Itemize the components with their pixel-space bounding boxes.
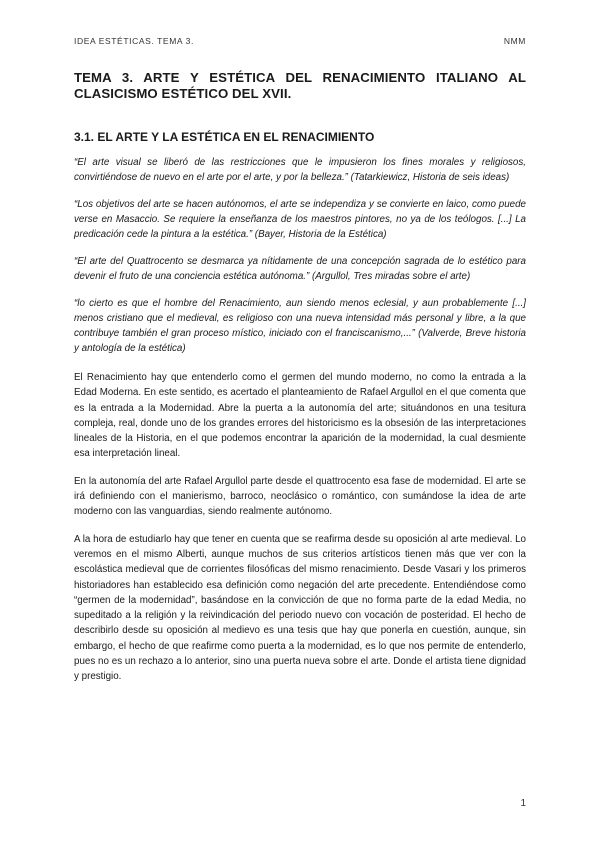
quote-valverde: “lo cierto es que el hombre del Renacimiento, aun siendo menos eclesial, y aun probablemente [...] menos cristiano que el medieval, es religioso con una nueva intensidad más personal y libre, a la que contribuye también el gran proceso místico, iniciado con el franciscanismo,...” (Valverde, Breve historia y antología de la estética)	[74, 298, 526, 354]
body-paragraph: En la autonomía del arte Rafael Argullol parte desde el quattrocento esa fase de modernidad. El arte se irá definiendo con el manierismo, barroco, neoclásico o romántico, con sumándose la idea de arte moderno con las vanguardias, siendo realmente autónomo.	[74, 475, 526, 518]
page-number: 1	[520, 798, 526, 809]
quote-tatarkiewicz: “El arte visual se liberó de las restricciones que le impusieron los fines morales y religiosos, convirtiéndose de nuevo en el arte por el arte, y por la belleza.” (Tatarkiewicz, Historia de seis ideas)	[74, 157, 526, 183]
header-course-title: IDEA ESTÉTICAS. TEMA 3.	[74, 36, 194, 46]
header-author-initials: NMM	[503, 36, 526, 46]
running-header	[74, 36, 526, 46]
quote-argullol: “El arte del Quattrocento se desmarca ya nítidamente de una concepción sagrada de lo estético para devenir el fruto de una conciencia estética autónoma.” (Argullol, Tres miradas sobre el arte)	[74, 256, 526, 282]
document-body	[74, 70, 526, 685]
quote-bayer: “Los objetivos del arte se hacen autónomos, el arte se independiza y se convierte en laico, como puede verse en Masaccio. Se requiere la enseñanza de los maestros pintores, no ya de los teólogos. [...] La predicación cede la pintura a la estética.” (Bayer, Historia de la Estética)	[74, 199, 526, 240]
chapter-title: TEMA 3. ARTE Y ESTÉTICA DEL RENACIMIENTO ITALIANO AL CLASICISMO ESTÉTICO DEL XVII.	[74, 70, 526, 101]
body-paragraph: A la hora de estudiarlo hay que tener en cuenta que se reafirma desde su oposición al arte medieval. Lo veremos en el mismo Alberti, aunque muchos de sus criterios artísticos tienen más que ver con la escolástica medieval que de corrientes filosóficas del mismo renacimiento. Desde Vasari y los primeros historiadores han establecido esa definición como negación del arte precedente. Entendiéndose como “germen de la modernidad”, basándose en la convicción de que no forma parte de la edad Media, no supeditado a la religión y la reivindicación del periodo nuevo con vocación de posteridad. El hecho de describirlo desde su oposición al medievo es una tesis que hay que ponerla en cuestión, aunque, sin embargo, el hecho de que reafirme como puerta a la modernidad, es lo que nos permite de entenderlo, pues no es un rechazo a lo anterior, sino una puerta nueva sobre el arte. Donde el artista tiene dignidad y prestigio.	[74, 533, 526, 683]
section-heading: 3.1. EL ARTE Y LA ESTÉTICA EN EL RENACIMIENTO	[74, 130, 375, 144]
body-paragraph: El Renacimiento hay que entenderlo como el germen del mundo moderno, no como la entrada a la Edad Moderna. En este sentido, es acertado el planteamiento de Rafael Argullol en el que comenta que es la entrada a la Modernidad. Abre la puerta a la autonomía del arte; situándonos en una tesitura compleja, real, donde uno de los grandes errores del historicismo es la obsesión de las interpretaciones lineales de la Historia, en el que podemos encontrar la aparición de la modernidad, la cual desmiente esa interpretación lineal.	[74, 372, 526, 460]
